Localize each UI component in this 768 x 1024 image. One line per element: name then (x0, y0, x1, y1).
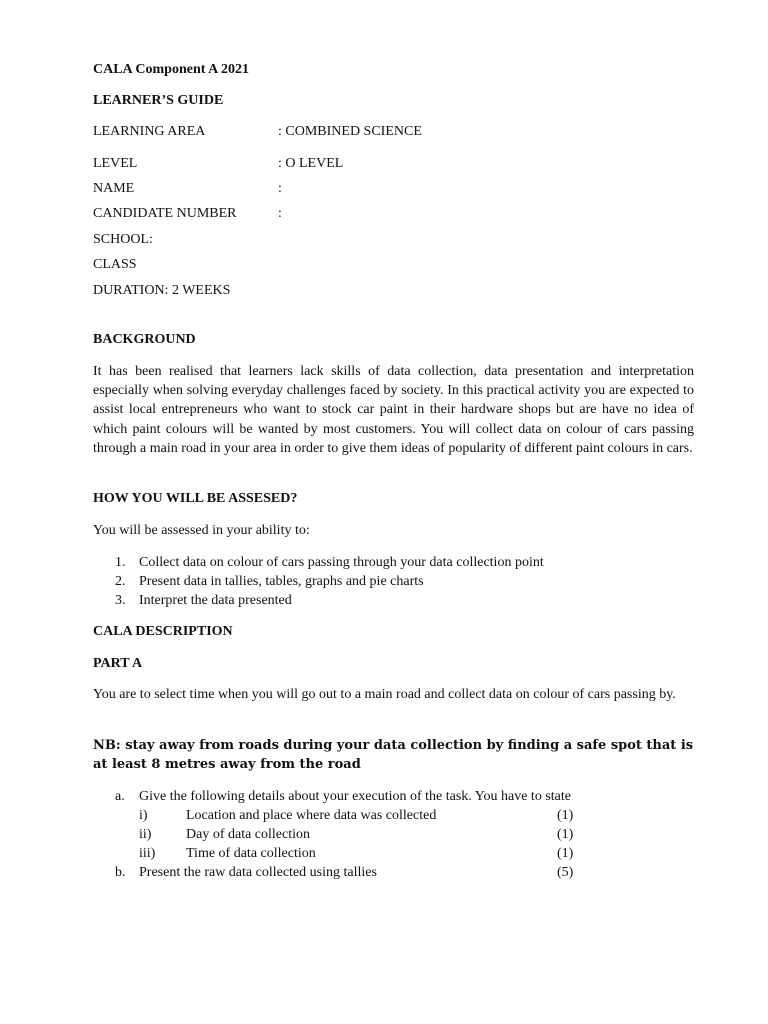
subtask-mark: (1) (557, 846, 574, 861)
subtask-text: Day of data collection (186, 827, 311, 842)
subtask-number: iii) (139, 846, 156, 861)
item-number: 1. (115, 555, 126, 570)
subtask-number: i) (139, 808, 148, 823)
description-paragraph: You are to select time when you will go out to a main road and collect data on colour of cars passing by. (93, 687, 676, 702)
field-label: LEARNING AREA (93, 124, 206, 139)
item-number: 2. (115, 574, 126, 589)
task-a-letter: a. (115, 789, 125, 804)
subtask-text: Location and place where data was collected (186, 808, 437, 823)
subtask-mark: (1) (557, 808, 574, 823)
task-b-text: Present the raw data collected using tallies (139, 865, 377, 880)
subtask-mark: (1) (557, 827, 574, 842)
field-label: CLASS (93, 257, 137, 272)
task-b-mark: (5) (557, 865, 574, 880)
field-value: : (278, 206, 282, 221)
task-b-letter: b. (115, 865, 126, 880)
item-text: Present data in tallies, tables, graphs and pie charts (139, 574, 424, 589)
assessment-intro: You will be assessed in your ability to: (93, 523, 310, 538)
field-label: CANDIDATE NUMBER (93, 206, 237, 221)
subtask-number: ii) (139, 827, 152, 842)
item-number: 3. (115, 593, 126, 608)
field-label: DURATION: 2 WEEKS (93, 283, 231, 298)
assessment-item (115, 591, 292, 610)
document-title: CALA Component A 2021 (93, 62, 249, 77)
field-label: SCHOOL: (93, 232, 153, 247)
description-heading: CALA DESCRIPTION (93, 624, 233, 639)
field-value: : COMBINED SCIENCE (278, 124, 422, 139)
field-label: LEVEL (93, 156, 138, 171)
subtask-text: Time of data collection (186, 846, 316, 861)
task-a-text: Give the following details about your execution of the task. You have to state (139, 789, 571, 804)
part-heading: PART A (93, 656, 143, 671)
item-text: Collect data on colour of cars passing through your data collection point (139, 555, 544, 570)
background-paragraph: It has been realised that learners lack skills of data collection, data presentation and interpretation especially when solving everyday challenges faced by society. In this practical activity you are expected to assist local entrepreneurs who want to stock car paint in their hardware shops but are have no idea of which paint colours will be wanted by most customers. You will collect data on colour of cars passing through a main road in your area in order to give them ideas of popularity of different paint colours in cars. (93, 364, 694, 456)
assessment-item (115, 553, 544, 572)
background-heading: BACKGROUND (93, 332, 196, 347)
assessment-heading: HOW YOU WILL BE ASSESED? (93, 491, 298, 506)
field-value: : (278, 181, 282, 196)
field-value: : O LEVEL (278, 156, 344, 171)
safety-note: NB: stay away from roads during your data collection by finding a safe spot that is at least 8 metres away from the road (93, 738, 694, 772)
guide-heading: LEARNER’S GUIDE (93, 93, 224, 108)
item-text: Interpret the data presented (139, 593, 292, 608)
field-label: NAME (93, 181, 135, 196)
assessment-item (115, 572, 424, 591)
